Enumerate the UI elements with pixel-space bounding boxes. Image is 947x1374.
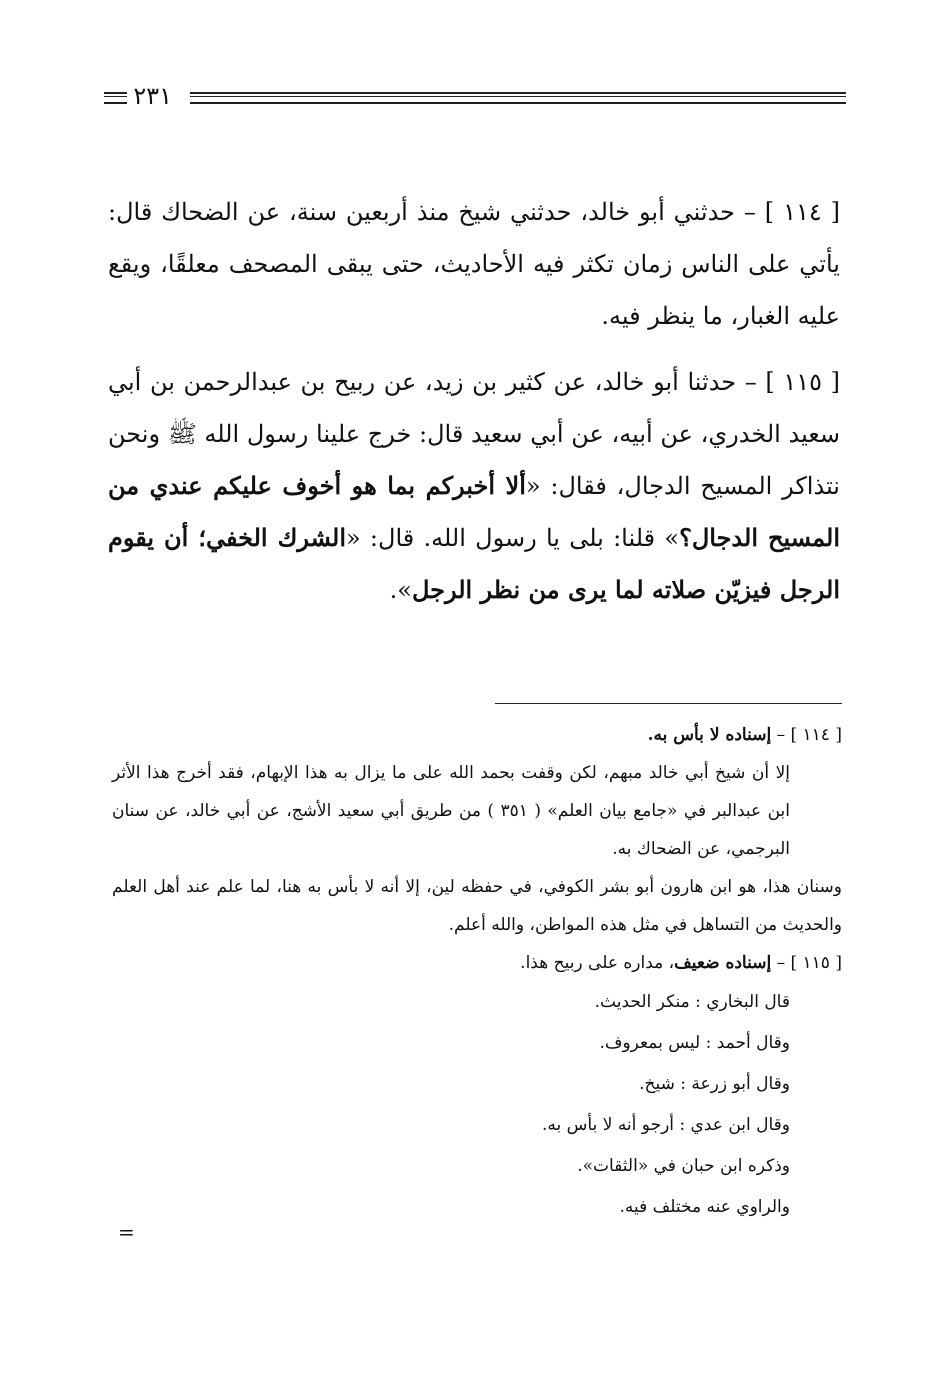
narration-115-mid: » قلنا: بلى يا رسول الله. قال: « [345,524,680,552]
footnote-115-verdict: إسناده ضعيف [674,953,772,973]
narrator-assessments [112,982,842,1228]
footnote-114-heading [112,716,842,754]
page-number: ٢٣١ [127,82,178,110]
narration-114: [ ١١٤ ] – حدثني أبو خالد، حدثني شيخ منذ أربعين سنة، عن الضحاك قال: يأتي على الناس زمان تكثر فيه الأحاديث، حتى يبقى المصحف معلقًا، ويقع عليه الغبار، ما ينظر فيه. [108,198,840,330]
assessment-line: قال البخاري : منكر الحديث. [594,992,790,1012]
continuation-mark: = [118,1220,135,1244]
assessment-line: وقال أحمد : ليس بمعروف. [599,1033,790,1053]
assessment-line: وقال ابن عدي : أرجو أنه لا بأس به. [542,1115,790,1135]
narration-115 [108,356,840,616]
footnote-separator [495,703,842,704]
assessment-line: وقال أبو زرعة : شيخ. [639,1074,790,1094]
hadith-text-2: الشرك الخفي؛ أن يقوم الرجل فيزيّن صلاته لما يرى من نظر الرجل [108,523,840,604]
footnotes [112,716,842,1228]
footnote-114-verdict: إسناده لا بأس به. [647,725,772,745]
footnote-115-remark: ، مداره على ربيح هذا. [520,953,675,973]
header-rule [190,92,846,104]
hadith-text-1: ألا أخبركم بما هو أخوف عليكم عندي من المسيح الدجال؟ [108,471,840,552]
narration-115-start: [ ١١٥ ] – حدثنا أبو خالد، عن كثير بن زيد، عن ربيح بن عبدالرحمن بن أبي سعيد الخدري، عن أبيه، عن أبي سعيد قال: خرج علينا رسول الله ﷺ ونحن نتذاكر المسيح الدجال، فقال: « [108,368,840,500]
footnote-115-number: [ ١١٥ ] – [771,953,842,973]
assessment-line: وذكره ابن حبان في «الثقات». [577,1156,790,1176]
narration-115-end: ». [389,576,412,604]
footnote-114-paragraph-1: إلا أن شيخ أبي خالد مبهم، لكن وقفت بحمد الله على ما يزال به هذا الإبهام، فقد أخرج هذا الأثر ابن عبدالبر في «جامع بيان العلم» ( ٣٥١ ) من طريق أبي سعيد الأشج، عن أبي خالد، عن سنان البرجمي، عن الضحاك به. [112,763,791,859]
footnote-114-paragraph-2: وسنان هذا، هو ابن هارون أبو بشر الكوفي، في حفظه لين، إلا أنه لا بأس به هنا، لما علم عند أهل العلم والحديث من التساهل في مثل هذه المواطن، والله أعلم. [112,877,842,935]
assessment-line: والراوي عنه مختلف فيه. [619,1197,790,1217]
footnote-115-heading [112,944,842,982]
main-text [108,186,840,616]
footnote-114-number: [ ١١٤ ] – [771,725,842,745]
page-header [100,82,846,112]
